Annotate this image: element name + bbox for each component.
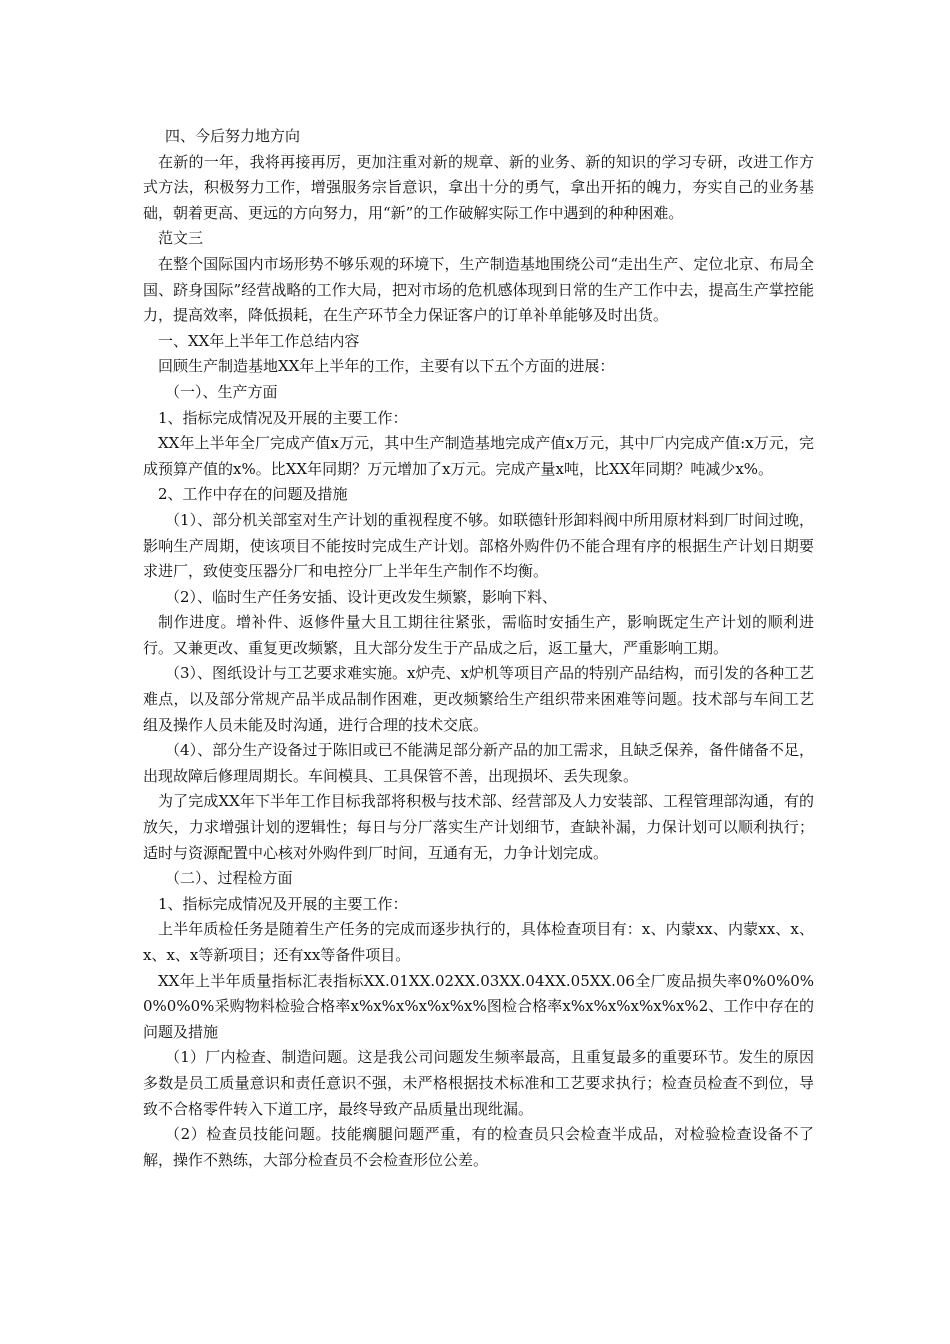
paragraph: （2）、临时生产任务安插、设计更改发生频繁，影响下料、 xyxy=(165,587,558,606)
subsection-heading: （二）、过程检方面 xyxy=(165,869,293,888)
paragraph: 为了完成XX年下半年工作目标我部将积极与技术部、经营部及人力安装部、工程管理部沟通，有的放矢，力求增强计划的逻辑性；每日与分厂落实生产计划细节，查缺补漏，力保计划可以顺利执行；适时与资源配置中心核对外购件到厂时间，互通有无，力争计划完成。 xyxy=(143,792,814,862)
paragraph: （3）、图纸设计与工艺要求难实施。x炉壳、x炉机等项目产品的特别产品结构，而引发的各种工艺难点，以及部分常规产品半成品制作困难，更改频繁给生产组织带来困难等问题。技术部与车间工艺组及操作人员未能及时沟通，进行合理的技术交底。 xyxy=(143,664,814,734)
paragraph: （1）、部分机关部室对生产计划的重视程度不够。如联德针形卸料阀中所用原材料到厂时间过晚，影响生产周期，使该项目不能按时完成生产计划。部格外购件仍不能合理有序的根据生产计划日期要求进厂，致使变压器分厂和电控分厂上半年生产制作不均衡。 xyxy=(143,510,814,581)
paragraph: （1）厂内检查、制造问题。这是我公司问题发生频率最高，且重复最多的重要环节。发生的原因多数是员工质量意识和责任意识不强，未严格根据技术标准和工艺要求执行；检查员检查不到位，导致不合格零件转入下道工序，最终导致产品质量出现纰漏。 xyxy=(143,1048,814,1118)
subsection-heading: 2、工作中存在的问题及措施 xyxy=(158,485,348,504)
paragraph: 在整个国际国内市场形势不够乐观的环境下，生产制造基地围绕公司“走出生产、定位北京、布局全国、跻身国际”经营战略的工作大局，把对市场的危机感体现到日常的生产工作中去，提高生产掌控能力，提高效率，降低损耗，在生产环节全力保证客户的订单补单能够及时出货。 xyxy=(143,254,814,325)
paragraph: （4）、部分生产设备过于陈旧或已不能满足部分新产品的加工需求，且缺乏保养，备件储备不足，出现故障后修理周期长。车间模具、工具保管不善，出现损坏、丢失现象。 xyxy=(143,741,814,785)
subsection-heading: 1、指标完成情况及开展的主要工作： xyxy=(158,408,408,427)
section-heading: 四、今后努力地方向 xyxy=(165,127,301,145)
paragraph: XX年上半年全厂完成产值x万元，其中生产制造基地完成产值x万元，其中厂内完成产值:x万元，完成预算产值的x%。比XX年同期？万元增加了x万元。完成产量x吨，比XX年同期？吨减少x%。 xyxy=(143,434,814,478)
subsection-heading: （一）、生产方面 xyxy=(165,382,278,401)
paragraph: 制作进度。增补件、返修件量大且工期往往紧张，需临时安插生产，影响既定生产计划的顺利进行。又兼更改、重复更改频繁，且大部分发生于产品成之后，返工量大，严重影响工期。 xyxy=(143,613,814,657)
paragraph: （2）检查员技能问题。技能瘸腿问题严重，有的检查员只会检查半成品，对检验检查设备不了解，操作不熟练，大部分检查员不会检查形位公差。 xyxy=(143,1125,814,1169)
paragraph: 在新的一年，我将再接再厉，更加注重对新的规章、新的业务、新的知识的学习专研，改进工作方式方法，积极努力工作，增强服务宗旨意识，拿出十分的勇气，拿出开拓的魄力，夯实自己的业务基础，朝着更高、更远的方向努力，用“新”的工作破解实际工作中遇到的种种困难。 xyxy=(143,152,814,222)
section-heading: 范文三 xyxy=(158,229,204,248)
subsection-heading: 1、指标完成情况及开展的主要工作： xyxy=(158,894,408,913)
document-body xyxy=(143,124,814,1173)
paragraph: 上半年质检任务是随着生产任务的完成而逐步执行的，具体检查项目有：x、内蒙xx、内蒙xx、x、x、x、x等新项目；还有xx等备件项目。 xyxy=(143,920,814,964)
paragraph: XX年上半年质量指标汇表指标XX.01XX.02XX.03XX.04XX.05XX.06全厂废品损失率0%0%0%0%0%0%采购物料检验合格率x%x%x%x%x%x%图检合格率x%x%x%x%x%x%2、工作中存在的问题及措施 xyxy=(143,971,814,1041)
section-heading: 一、XX年上半年工作总结内容 xyxy=(158,331,360,350)
paragraph: 回顾生产制造基地XX年上半年的工作，主要有以下五个方面的进展： xyxy=(158,357,615,376)
